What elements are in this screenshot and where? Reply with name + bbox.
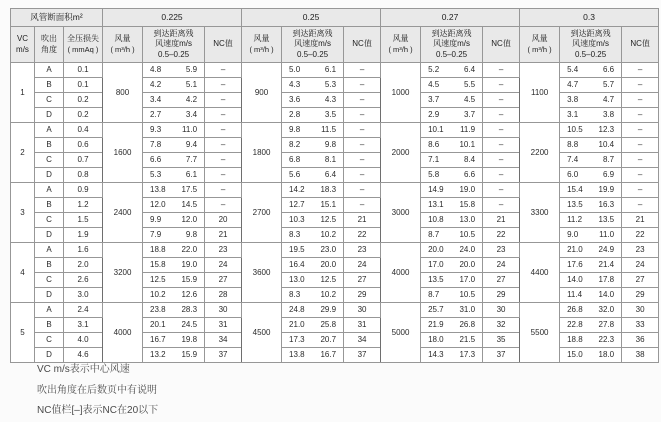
reach-cell: 12.7 15.1 (282, 198, 344, 213)
table-row (11, 243, 659, 258)
loss-cell: 1.2 (64, 198, 103, 213)
loss-cell: 3.1 (64, 318, 103, 333)
reach-cell: 10.2 12.6 (143, 288, 205, 303)
reach-cell: 18.8 22.0 (143, 243, 205, 258)
reach-cell: 7.8 9.4 (143, 138, 205, 153)
nc-header-3: NC值 (622, 27, 659, 63)
angle-cell: A (35, 123, 64, 138)
nc-cell: – (622, 153, 659, 168)
angle-cell: C (35, 93, 64, 108)
nc-cell: – (205, 138, 242, 153)
section-header-03: 0.3 (520, 9, 659, 27)
nc-cell: 31 (205, 318, 242, 333)
vc-header: VC m/s (11, 27, 35, 63)
nc-cell: – (344, 153, 381, 168)
section-header-027: 0.27 (381, 9, 520, 27)
loss-cell: 1.5 (64, 213, 103, 228)
nc-cell: – (205, 183, 242, 198)
flow-header-2: 风量 ( m³/h ) (381, 27, 421, 63)
nc-cell: – (205, 63, 242, 78)
nc-cell: 23 (205, 243, 242, 258)
nc-cell: 23 (344, 243, 381, 258)
table-row (11, 63, 659, 78)
angle-cell: D (35, 168, 64, 183)
nc-cell: – (622, 168, 659, 183)
reach-cell: 8.7 10.5 (421, 288, 483, 303)
reach-cell: 4.3 5.3 (282, 78, 344, 93)
reach-cell: 2.8 3.5 (282, 108, 344, 123)
reach-header-2: 到达距离残 风速度m/s 0.5–0.25 (421, 27, 483, 63)
nc-cell: – (622, 123, 659, 138)
nc-cell: – (622, 63, 659, 78)
angle-cell: B (35, 78, 64, 93)
nc-cell: – (622, 183, 659, 198)
reach-cell: 16.7 19.8 (143, 333, 205, 348)
reach-cell: 10.3 12.5 (282, 213, 344, 228)
duct-spec-table (10, 8, 659, 363)
reach-header-1: 到达距离残 风速度m/s 0.5–0.25 (282, 27, 344, 63)
flow-cell: 5500 (520, 303, 560, 363)
nc-cell: 22 (622, 228, 659, 243)
nc-header-0: NC值 (205, 27, 242, 63)
nc-cell: – (622, 138, 659, 153)
reach-cell: 26.8 32.0 (560, 303, 622, 318)
loss-cell: 0.2 (64, 108, 103, 123)
loss-cell: 4.0 (64, 333, 103, 348)
reach-cell: 9.0 11.0 (560, 228, 622, 243)
reach-cell: 3.7 4.5 (421, 93, 483, 108)
loss-cell: 0.2 (64, 93, 103, 108)
reach-cell: 13.5 17.0 (421, 273, 483, 288)
angle-cell: A (35, 63, 64, 78)
nc-cell: 30 (344, 303, 381, 318)
loss-cell: 0.9 (64, 183, 103, 198)
reach-cell: 6.0 6.9 (560, 168, 622, 183)
nc-cell: – (483, 123, 520, 138)
reach-cell: 3.6 4.3 (282, 93, 344, 108)
reach-cell: 9.3 11.0 (143, 123, 205, 138)
angle-cell: D (35, 348, 64, 363)
reach-cell: 5.4 6.6 (560, 63, 622, 78)
nc-cell: – (483, 138, 520, 153)
reach-cell: 8.6 10.1 (421, 138, 483, 153)
reach-cell: 8.3 10.2 (282, 228, 344, 243)
flow-cell: 1600 (103, 123, 143, 183)
vc-cell: 4 (11, 243, 35, 303)
nc-cell: 24 (205, 258, 242, 273)
reach-cell: 16.4 20.0 (282, 258, 344, 273)
nc-cell: 34 (205, 333, 242, 348)
reach-cell: 21.9 26.8 (421, 318, 483, 333)
loss-cell: 2.6 (64, 273, 103, 288)
nc-cell: 24 (483, 258, 520, 273)
flow-cell: 4500 (242, 303, 282, 363)
nc-cell: – (483, 78, 520, 93)
reach-cell: 14.9 19.0 (421, 183, 483, 198)
nc-cell: 21 (344, 213, 381, 228)
loss-cell: 0.1 (64, 78, 103, 93)
vc-group (11, 183, 659, 243)
nc-cell: – (483, 183, 520, 198)
reach-cell: 5.8 6.6 (421, 168, 483, 183)
reach-cell: 13.5 16.3 (560, 198, 622, 213)
angle-cell: D (35, 228, 64, 243)
nc-cell: – (483, 108, 520, 123)
flow-cell: 1000 (381, 63, 421, 123)
reach-header-0: 到达距离残 风速度m/s 0.5–0.25 (143, 27, 205, 63)
nc-cell: – (344, 138, 381, 153)
loss-cell: 4.6 (64, 348, 103, 363)
nc-cell: 21 (622, 213, 659, 228)
vc-cell: 5 (11, 303, 35, 363)
reach-cell: 10.8 13.0 (421, 213, 483, 228)
reach-cell: 7.4 8.7 (560, 153, 622, 168)
loss-cell: 1.9 (64, 228, 103, 243)
reach-cell: 23.8 28.3 (143, 303, 205, 318)
nc-cell: – (483, 93, 520, 108)
section-header-025: 0.25 (242, 9, 381, 27)
vc-group (11, 63, 659, 123)
nc-cell: – (205, 168, 242, 183)
flow-cell: 2400 (103, 183, 143, 243)
angle-cell: C (35, 333, 64, 348)
nc-cell: – (205, 93, 242, 108)
reach-cell: 10.1 11.9 (421, 123, 483, 138)
reach-cell: 20.1 24.5 (143, 318, 205, 333)
flow-cell: 2700 (242, 183, 282, 243)
angle-header: 吹出 角度 (35, 27, 64, 63)
flow-cell: 4000 (103, 303, 143, 363)
footnote-vc: VC m/s表示中心风速 (37, 364, 130, 375)
nc-cell: – (483, 153, 520, 168)
reach-cell: 12.5 15.9 (143, 273, 205, 288)
angle-cell: A (35, 303, 64, 318)
reach-cell: 3.4 4.2 (143, 93, 205, 108)
nc-cell: 37 (483, 348, 520, 363)
reach-cell: 3.1 3.8 (560, 108, 622, 123)
nc-cell: – (483, 198, 520, 213)
reach-cell: 9.9 12.0 (143, 213, 205, 228)
table-row (11, 123, 659, 138)
reach-cell: 9.8 11.5 (282, 123, 344, 138)
reach-cell: 7.9 9.8 (143, 228, 205, 243)
nc-cell: 27 (483, 273, 520, 288)
footnotes (37, 360, 158, 422)
nc-cell: – (483, 168, 520, 183)
nc-cell: 28 (205, 288, 242, 303)
nc-cell: – (205, 123, 242, 138)
angle-cell: A (35, 183, 64, 198)
nc-cell: 36 (622, 333, 659, 348)
flow-cell: 2200 (520, 123, 560, 183)
angle-cell: C (35, 153, 64, 168)
reach-cell: 24.8 29.9 (282, 303, 344, 318)
table-header (11, 9, 659, 63)
flow-header-0: 风量 ( m³/h ) (103, 27, 143, 63)
nc-cell: 32 (483, 318, 520, 333)
nc-cell: – (344, 123, 381, 138)
reach-cell: 8.7 10.5 (421, 228, 483, 243)
nc-cell: – (205, 78, 242, 93)
reach-cell: 13.2 15.9 (143, 348, 205, 363)
nc-cell: 21 (483, 213, 520, 228)
flow-cell: 4400 (520, 243, 560, 303)
nc-cell: 22 (344, 228, 381, 243)
nc-cell: 27 (622, 273, 659, 288)
flow-cell: 900 (242, 63, 282, 123)
reach-cell: 7.1 8.4 (421, 153, 483, 168)
reach-cell: 5.2 6.4 (421, 63, 483, 78)
pressure-loss-header: 全压损失 ( mmAq ) (64, 27, 103, 63)
vc-cell: 3 (11, 183, 35, 243)
nc-cell: 38 (622, 348, 659, 363)
loss-cell: 3.0 (64, 288, 103, 303)
angle-cell: C (35, 273, 64, 288)
nc-cell: – (483, 63, 520, 78)
nc-cell: – (344, 108, 381, 123)
nc-cell: 30 (622, 303, 659, 318)
nc-cell: 31 (344, 318, 381, 333)
nc-cell: 37 (205, 348, 242, 363)
nc-cell: 34 (344, 333, 381, 348)
reach-cell: 20.0 24.0 (421, 243, 483, 258)
area-header: 风管断面积m² (11, 9, 103, 27)
reach-cell: 15.4 19.9 (560, 183, 622, 198)
reach-cell: 25.7 31.0 (421, 303, 483, 318)
nc-cell: 20 (205, 213, 242, 228)
nc-cell: – (205, 153, 242, 168)
loss-cell: 2.0 (64, 258, 103, 273)
reach-cell: 5.6 6.4 (282, 168, 344, 183)
angle-cell: B (35, 138, 64, 153)
flow-cell: 1100 (520, 63, 560, 123)
reach-cell: 11.2 13.5 (560, 213, 622, 228)
reach-cell: 8.3 10.2 (282, 288, 344, 303)
nc-cell: – (622, 198, 659, 213)
reach-cell: 8.8 10.4 (560, 138, 622, 153)
reach-cell: 5.3 6.1 (143, 168, 205, 183)
flow-header-3: 风量 ( m³/h ) (520, 27, 560, 63)
angle-cell: A (35, 243, 64, 258)
reach-cell: 18.0 21.5 (421, 333, 483, 348)
flow-cell: 3200 (103, 243, 143, 303)
nc-cell: – (622, 108, 659, 123)
flow-cell: 3600 (242, 243, 282, 303)
reach-cell: 6.8 8.1 (282, 153, 344, 168)
nc-cell: – (205, 198, 242, 213)
reach-cell: 12.0 14.5 (143, 198, 205, 213)
loss-cell: 0.7 (64, 153, 103, 168)
nc-cell: – (344, 168, 381, 183)
angle-cell: B (35, 318, 64, 333)
flow-cell: 1800 (242, 123, 282, 183)
nc-cell: 30 (205, 303, 242, 318)
vc-group (11, 123, 659, 183)
reach-cell: 14.3 17.3 (421, 348, 483, 363)
loss-cell: 0.1 (64, 63, 103, 78)
section-header-0225: 0.225 (103, 9, 242, 27)
reach-cell: 4.7 5.7 (560, 78, 622, 93)
nc-cell: 27 (205, 273, 242, 288)
nc-cell: – (344, 183, 381, 198)
nc-cell: 29 (483, 288, 520, 303)
reach-cell: 17.6 21.4 (560, 258, 622, 273)
reach-cell: 4.5 5.5 (421, 78, 483, 93)
section-header-row (11, 9, 659, 27)
reach-cell: 17.3 20.7 (282, 333, 344, 348)
flow-cell: 3000 (381, 183, 421, 243)
nc-cell: 33 (622, 318, 659, 333)
reach-cell: 2.7 3.4 (143, 108, 205, 123)
angle-cell: D (35, 108, 64, 123)
reach-cell: 22.8 27.8 (560, 318, 622, 333)
nc-cell: 24 (344, 258, 381, 273)
vc-group (11, 243, 659, 303)
reach-cell: 13.8 16.7 (282, 348, 344, 363)
reach-cell: 21.0 24.9 (560, 243, 622, 258)
reach-cell: 5.0 6.1 (282, 63, 344, 78)
footnote-nc: NC值栏[–]表示NC在20以下 (37, 405, 159, 416)
reach-cell: 6.6 7.7 (143, 153, 205, 168)
table-row (11, 303, 659, 318)
loss-cell: 0.6 (64, 138, 103, 153)
reach-cell: 14.2 18.3 (282, 183, 344, 198)
loss-cell: 2.4 (64, 303, 103, 318)
flow-cell: 2000 (381, 123, 421, 183)
angle-cell: D (35, 288, 64, 303)
nc-cell: 35 (483, 333, 520, 348)
nc-cell: 23 (483, 243, 520, 258)
duct-spec-table-wrap (10, 8, 659, 363)
loss-cell: 0.8 (64, 168, 103, 183)
nc-cell: 23 (622, 243, 659, 258)
reach-cell: 14.0 17.8 (560, 273, 622, 288)
flow-cell: 5000 (381, 303, 421, 363)
reach-cell: 13.0 12.5 (282, 273, 344, 288)
reach-cell: 3.8 4.7 (560, 93, 622, 108)
reach-header-3: 到达距离残 风速度m/s 0.5–0.25 (560, 27, 622, 63)
reach-cell: 4.2 5.1 (143, 78, 205, 93)
nc-cell: – (205, 108, 242, 123)
nc-cell: 29 (622, 288, 659, 303)
flow-cell: 4000 (381, 243, 421, 303)
vc-cell: 1 (11, 63, 35, 123)
table-row (11, 183, 659, 198)
nc-cell: – (344, 63, 381, 78)
reach-cell: 13.1 15.8 (421, 198, 483, 213)
nc-cell: 21 (205, 228, 242, 243)
nc-cell: – (344, 78, 381, 93)
column-header-row (11, 27, 659, 63)
nc-cell: 37 (344, 348, 381, 363)
footnote-angle: 吹出角度在后数页中有说明 (37, 384, 157, 396)
nc-cell: 27 (344, 273, 381, 288)
nc-cell: 24 (622, 258, 659, 273)
reach-cell: 4.8 5.9 (143, 63, 205, 78)
nc-cell: – (622, 78, 659, 93)
reach-cell: 21.0 25.8 (282, 318, 344, 333)
nc-cell: 22 (483, 228, 520, 243)
flow-header-1: 风量 ( m³/h ) (242, 27, 282, 63)
reach-cell: 17.0 20.0 (421, 258, 483, 273)
nc-cell: 30 (483, 303, 520, 318)
nc-header-1: NC值 (344, 27, 381, 63)
nc-cell: – (622, 93, 659, 108)
angle-cell: C (35, 213, 64, 228)
flow-cell: 3300 (520, 183, 560, 243)
nc-header-2: NC值 (483, 27, 520, 63)
nc-cell: 29 (344, 288, 381, 303)
reach-cell: 13.8 17.5 (143, 183, 205, 198)
reach-cell: 18.8 22.3 (560, 333, 622, 348)
nc-cell: – (344, 198, 381, 213)
reach-cell: 15.0 18.0 (560, 348, 622, 363)
vc-group (11, 303, 659, 363)
reach-cell: 10.5 12.3 (560, 123, 622, 138)
loss-cell: 1.6 (64, 243, 103, 258)
reach-cell: 11.4 14.0 (560, 288, 622, 303)
vc-cell: 2 (11, 123, 35, 183)
reach-cell: 2.9 3.7 (421, 108, 483, 123)
loss-cell: 0.4 (64, 123, 103, 138)
angle-cell: B (35, 198, 64, 213)
nc-cell: – (344, 93, 381, 108)
reach-cell: 8.2 9.8 (282, 138, 344, 153)
reach-cell: 19.5 23.0 (282, 243, 344, 258)
angle-cell: B (35, 258, 64, 273)
reach-cell: 15.8 19.0 (143, 258, 205, 273)
flow-cell: 800 (103, 63, 143, 123)
